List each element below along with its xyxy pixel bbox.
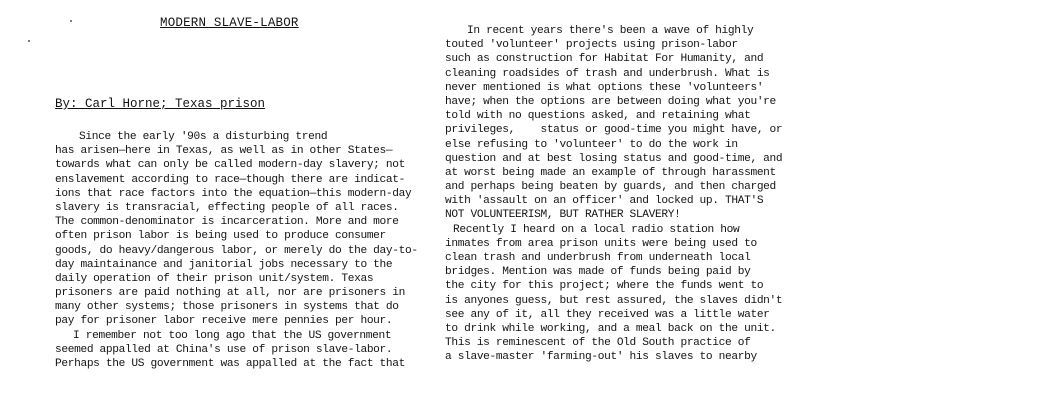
text-line: is anyones guess, but rest assured, the slaves didn't xyxy=(445,294,783,307)
text-line: NOT VOLUNTEERISM, BUT RATHER SLAVERY! xyxy=(445,209,681,222)
text-line: bridges. Mention was made of funds being paid by xyxy=(445,266,751,279)
text-line: to drink while working, and a meal back on the unit. xyxy=(445,322,776,335)
text-line: often prison labor is being used to produce consumer xyxy=(55,230,386,243)
text-line: has arisen—here in Texas, as well as in other States— xyxy=(55,145,393,158)
text-line: and perhaps being beaten by guards, and then charged xyxy=(445,181,776,194)
text-line: privileges, status or good-time you might have, or xyxy=(445,124,783,137)
text-line: have; when the options are between doing what you're xyxy=(445,95,776,108)
text-line: never mentioned is what options these 'volunteers' xyxy=(445,81,764,94)
text-line: Perhaps the US government was appalled at the fact that xyxy=(55,358,405,370)
text-line: inmates from area prison units were being used to xyxy=(445,237,757,250)
text-line: at worst being made an example of through harassment xyxy=(445,166,776,179)
text-line: such as construction for Habitat For Humanity, and xyxy=(445,53,764,66)
text-line: towards what can only be called modern-day slavery; not xyxy=(55,159,405,172)
text-line: The common-denominator is incarceration. More and more xyxy=(55,216,399,229)
text-line: This is reminescent of the Old South practice of xyxy=(445,337,751,350)
text-line: I remember not too long ago that the US government xyxy=(73,329,392,342)
text-line: ions that race factors into the equation—this modern-day xyxy=(55,187,412,200)
text-line: In recent years there's been a wave of highly xyxy=(467,25,754,37)
text-line: clean trash and underbrush from underneath local xyxy=(445,252,751,264)
text-line: seemed appalled at China's use of prison slave-labor. xyxy=(55,343,393,356)
text-line: with 'assault on an officer' and locked up. THAT'S xyxy=(445,195,764,208)
text-line: day maintainance and janitorial jobs necessary to the xyxy=(55,258,393,271)
scan-speck xyxy=(70,20,72,22)
text-line: told with no questions asked, and retaining what xyxy=(445,110,751,123)
scan-speck xyxy=(28,40,30,42)
text-line: slavery is transracial, effecting people of all races. xyxy=(55,201,399,214)
text-line: Recently I heard on a local radio station how xyxy=(453,223,740,236)
text-line: see any of it, all they received was a little water xyxy=(445,308,770,321)
text-line: touted 'volunteer' projects using prison-labor xyxy=(445,39,738,52)
text-line: goods, do heavy/dangerous labor, or merely do the day-to- xyxy=(55,244,418,257)
text-line: Since the early '90s a disturbing trend xyxy=(79,131,328,143)
right-column xyxy=(445,24,782,365)
text-line: a slave-master 'farming-out' his slaves to nearby xyxy=(445,351,757,364)
text-line: enslavement according to race—though there are indicat- xyxy=(55,173,405,186)
text-line: the city for this project; where the funds went to xyxy=(445,280,764,293)
text-line: question and at best losing status and good-time, and xyxy=(445,152,783,165)
text-line: pay for prisoner labor receive mere pennies per hour. xyxy=(55,315,393,328)
text-line: daily operation of their prison unit/system. Texas xyxy=(55,272,374,285)
article-title: MODERN SLAVE-LABOR xyxy=(160,16,299,30)
text-line: prisoners are paid nothing at all, nor are prisoners in xyxy=(55,287,405,300)
article-byline: By: Carl Horne; Texas prison xyxy=(55,97,266,111)
text-line: else refusing to 'volunteer' to do the work in xyxy=(445,138,738,151)
text-line: cleaning roadsides of trash and underbrush. What is xyxy=(445,67,770,80)
text-line: many other systems; those prisoners in systems that do xyxy=(55,301,399,314)
left-column xyxy=(55,130,418,371)
